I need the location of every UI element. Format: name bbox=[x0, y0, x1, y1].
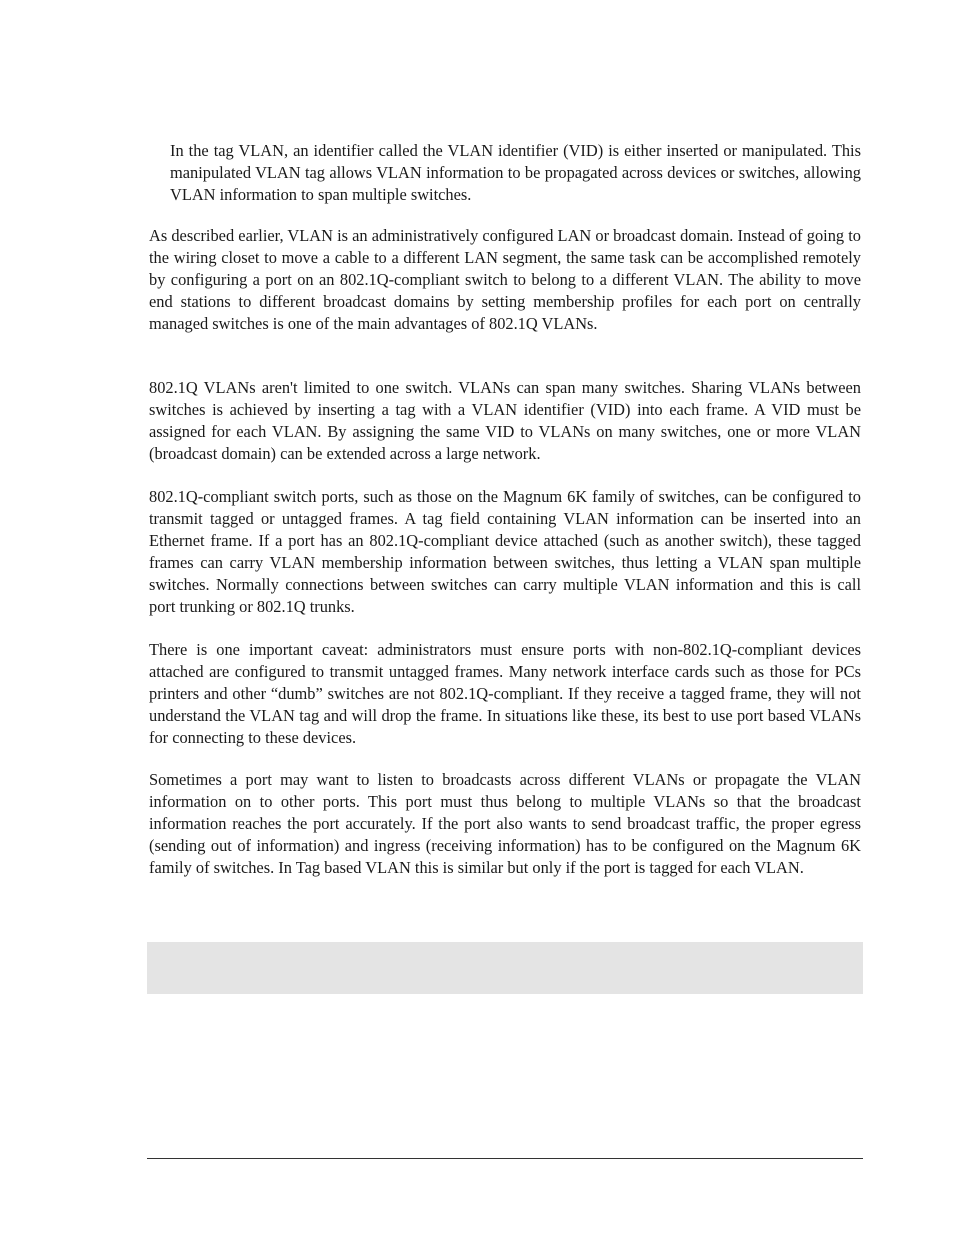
tag-vlan-indented-paragraph: In the tag VLAN, an identifier called the VLAN identifier (VID) is either inserted or manipulated. This manipulated VLAN tag allows VLAN information to be propagated across devices or switches, allowing VLAN information to span multiple switches. bbox=[170, 141, 861, 204]
tagged-frames-paragraph: 802.1Q-compliant switch ports, such as those on the Magnum 6K family of switches, can be configured to transmit tagged or untagged frames. A tag field containing VLAN information can be inserted into an Ethernet frame. If a port has an 802.1Q-compliant device attached (such as another switch), these tagged frames can carry VLAN membership information between switches, thus letting a VLAN span multiple switches. Normally connections between switches can carry multiple VLAN information and this is call port trunking or 802.1Q trunks. bbox=[149, 487, 861, 616]
vlan-definition-paragraph: As described earlier, VLAN is an administratively configured LAN or broadcast domain. Instead of going to the wiring closet to move a cable to a different LAN segment, the same task can be accomplished remotely by configuring a port on an 802.1Q-compliant switch to belong to a different VLAN. The ability to move end stations to different broadcast domains by setting membership profiles for each port on centrally managed switches is one of the main advantages of 802.1Q VLANs. bbox=[149, 226, 861, 333]
vlan-span-switches-paragraph: 802.1Q VLANs aren't limited to one switch. VLANs can span many switches. Sharing VLANs between switches is achieved by inserting a tag with a VLAN identifier (VID) into each frame. A VID must be assigned for each VLAN. By assigning the same VID to VLANs on many switches, one or more VLAN (broadcast domain) can be extended across a large network. bbox=[149, 378, 861, 463]
footer-divider bbox=[147, 1158, 863, 1159]
caveat-paragraph: There is one important caveat: administrators must ensure ports with non-802.1Q-compliant devices attached are configured to transmit untagged frames. Many network interface cards such as those for PCs printers and other “dumb” switches are not 802.1Q-compliant. If they receive a tagged frame, they will not understand the VLAN tag and will drop the frame. In situations like these, its best to use port based VLANs for connecting to these devices. bbox=[149, 640, 861, 747]
shaded-note-box bbox=[147, 942, 863, 994]
multiple-vlans-port-paragraph: Sometimes a port may want to listen to broadcasts across different VLANs or propagate the VLAN information on to other ports. This port must thus belong to multiple VLANs so that the broadcast information reaches the port accurately. If the port also wants to send broadcast traffic, the proper egress (sending out of information) and ingress (receiving information) has to be configured on the Magnum 6K family of switches. In Tag based VLAN this is similar but only if the port is tagged for each VLAN. bbox=[149, 770, 861, 877]
